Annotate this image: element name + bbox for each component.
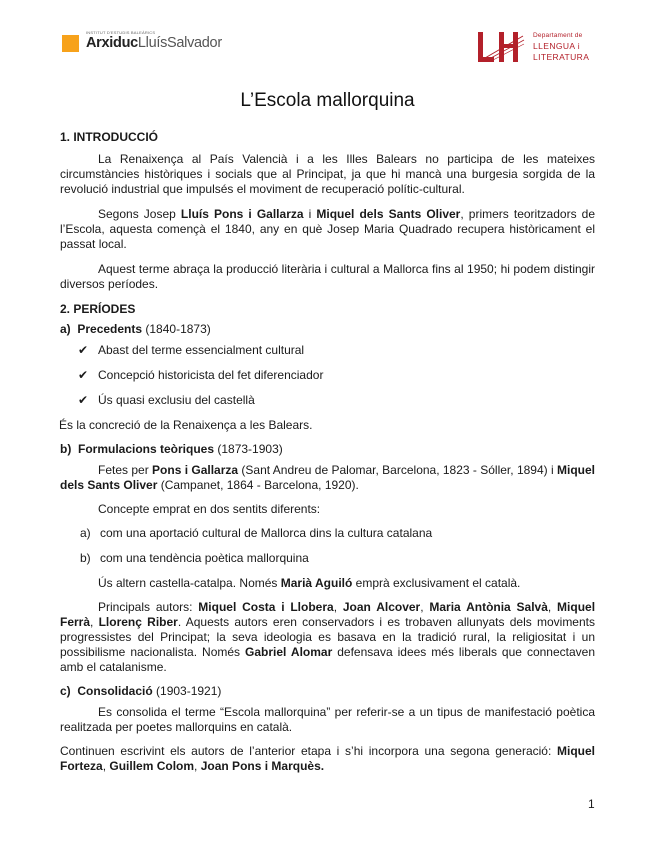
list-item: ✔ Ús quasi exclusiu del castellà: [78, 393, 255, 407]
paragraph: La Renaixença al País Valencià i a les Illes Balears no participa de les mateixes circumstàncies històriques i socials que al Principat, ja que hi mancà una burgesia sorgida de la revolució industrial que impulsés el moviment de recuperació polític-cultural.: [60, 152, 595, 196]
list-item: ✔ Abast del terme essencialment cultural: [78, 343, 305, 357]
checkmark-icon: ✔: [78, 343, 89, 357]
paragraph: Es consolida el terme “Escola mallorquina” per referir-se a un tipus de manifestació poètica realitzada per poetes mallorquins en català.: [60, 705, 595, 734]
department-emblem-icon: [475, 28, 525, 66]
document-title: L’Escola mallorquina: [240, 90, 415, 111]
subsection-heading: b) Formulacions teòriques (1873-1903): [60, 442, 283, 456]
paragraph: Aquest terme abraça la producció literària i cultural a Mallorca fins al 1950; hi podem distingir diversos períodes.: [60, 262, 595, 291]
page-number: 1: [588, 797, 595, 811]
list-item: ✔ Concepció historicista del fet diferenciador: [78, 368, 324, 382]
subsection-heading: c) Consolidació (1903-1921): [60, 684, 222, 698]
paragraph: Concepte emprat en dos sentits diferents:: [98, 502, 321, 516]
subsection-heading: a) Precedents (1840-1873): [60, 322, 211, 336]
paragraph: És la concreció de la Renaixença a les Balears.: [59, 418, 313, 432]
section-heading: 1. INTRODUCCIÓ: [60, 130, 159, 144]
list-item: b) com una tendència poètica mallorquina: [80, 551, 309, 565]
document-body: [60, 130, 595, 774]
logo-square-icon: [62, 35, 79, 52]
paragraph: Fetes per Pons i Gallarza (Sant Andreu de Palomar, Barcelona, 1823 - Sóller, 1894) i Miquel dels Sants Oliver (Campanet, 1864 - Barcelona, 1920).: [60, 463, 595, 492]
checkmark-icon: ✔: [78, 393, 89, 407]
list-item: a) com una aportació cultural de Mallorca dins la cultura catalana: [80, 526, 433, 540]
logo-name: ArxiducLluísSalvador: [86, 35, 222, 51]
checkmark-icon: ✔: [78, 368, 89, 382]
paragraph: Ús altern castella-catalpa. Només Marià Aguiló emprà exclusivament el català.: [98, 576, 521, 590]
department-name: Departament de LLENGUA i LITERATURA: [533, 32, 590, 62]
paragraph: Continuen escrivint els autors de l’anterior etapa i s’hi incorpora una segona generació: Miquel Forteza, Guillem Colom, Joan Pons i Marquès.: [60, 744, 595, 773]
paragraph: Principals autors: Miquel Costa i Llobera, Joan Alcover, Maria Antònia Salvà, Miquel Ferrà, Llorenç Riber. Aquests autors eren conservadors i es trobaven allunyats dels moviments progressistes del Principat; la seva ideologia es basava en la tradició rural, la religiositat i un possibilisme nacionalista. Només Gabriel Alomar defensava idees més liberals que connectaven amb el catalanisme.: [60, 600, 596, 674]
section-heading: 2. PERÍODES: [60, 302, 136, 316]
logo-tagline: INSTITUT D'ESTUDIS BALEÀRICS: [86, 30, 156, 35]
paragraph: Segons Josep Lluís Pons i Gallarza i Miquel dels Sants Oliver, primers teoritzadors de l’Escola, aquesta començà el 1840, any en què Josep Maria Quadrado recupera històricament el passat local.: [60, 207, 595, 251]
